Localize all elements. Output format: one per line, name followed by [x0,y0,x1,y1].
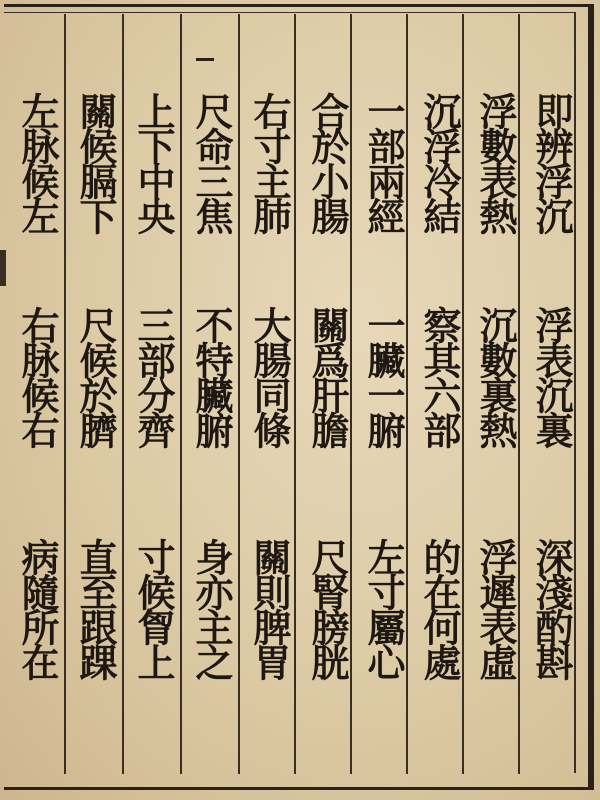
text-column-4 [358,92,408,712]
text-column-8 [128,92,178,712]
verse-phrase: 一臟一腑 [361,306,406,446]
binding-edge-mark [0,250,6,286]
verse-phrase: 右寸主肺 [247,92,292,232]
verse-phrase: 即辨浮沉 [529,92,574,232]
verse-phrase: 關候膈下 [73,92,118,232]
verse-phrase: 左寸屬心 [361,538,406,678]
text-column-10 [12,92,62,712]
verse-phrase: 三部分齊 [131,306,176,446]
text-column-5 [302,92,352,712]
verse-phrase: 的在何處 [417,538,462,678]
verse-phrase: 右脉候右 [15,306,60,446]
text-column-7 [186,92,236,712]
verse-phrase: 直至跟踝 [73,538,118,678]
verse-phrase: 尺腎膀胱 [305,538,350,678]
verse-phrase: 大腸同條 [247,306,292,446]
verse-phrase: 身亦主之 [189,538,234,678]
verse-phrase: 沉數裏熱 [473,306,518,446]
verse-phrase: 一部兩經 [361,92,406,232]
verse-phrase: 合於小腸 [305,92,350,232]
verse-phrase: 不特臟腑 [189,306,234,446]
column-rule [122,14,124,774]
text-column-3 [414,92,464,712]
verse-phrase: 察其六部 [417,306,462,446]
verse-phrase: 尺命三焦 [189,92,234,232]
margin-tick-mark [196,58,214,61]
verse-phrase: 病隨所在 [15,538,60,678]
column-rule [238,14,240,774]
verse-phrase: 浮遲表虛 [473,538,518,678]
column-rule [180,14,182,774]
column-rule [64,14,66,774]
column-rule [294,14,296,774]
verse-phrase: 浮表沉裏 [529,306,574,446]
verse-phrase: 寸候胷上 [131,538,176,678]
text-column-2 [470,92,520,712]
verse-phrase: 深淺酌斟 [529,538,574,678]
text-column-1 [526,92,576,712]
verse-phrase: 尺候於臍 [73,306,118,446]
verse-phrase: 關爲肝膽 [305,306,350,446]
verse-phrase: 關則脾胃 [247,538,292,678]
verse-phrase: 上下中央 [131,92,176,232]
verse-phrase: 浮數表熱 [473,92,518,232]
verse-phrase: 沉浮冷結 [417,92,462,232]
text-column-9 [70,92,120,712]
text-column-6 [244,92,294,712]
verse-phrase: 左脉候左 [15,92,60,232]
